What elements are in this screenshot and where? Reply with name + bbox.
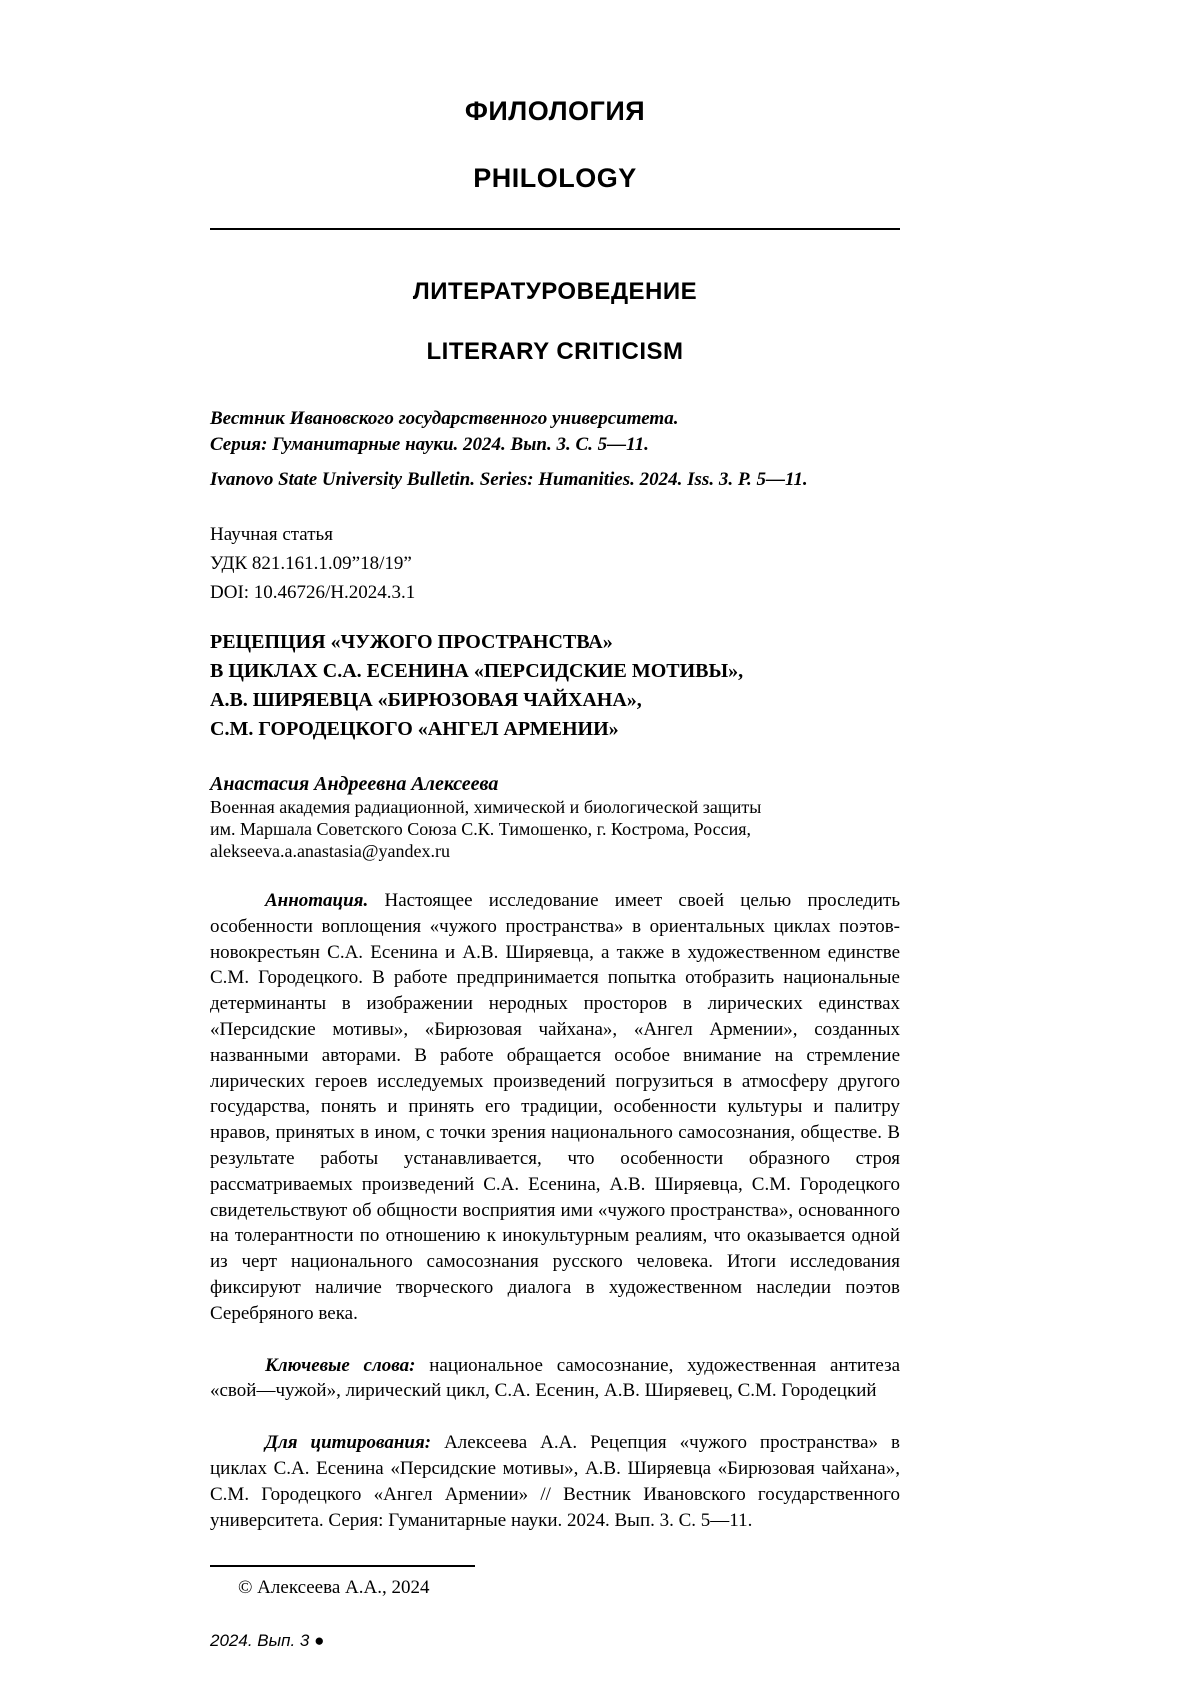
keywords-text: национальное самосознание, художественная антитеза «свой—чужой», лирический цикл, С.А. Есенин, А.В. Ширяевец, С.М. Городецкий xyxy=(210,1354,901,1402)
abstract-paragraph xyxy=(210,888,900,1327)
citation-text: Алексеева А.А. Рецепция «чужого пространства» в циклах С.А. Есенина «Персидские мотивы», А.В. Ширяевца «Бирюзовая чайхана», С.М. Городецкого «Ангел Армении» // Вестник Ивановского государственного университета. Серия: Гуманитарные науки. 2024. Вып. 3. С. 5—11. xyxy=(210,1432,900,1531)
journal-reference-block xyxy=(210,406,900,493)
abstract-label: Аннотация. xyxy=(265,890,369,911)
abstract-text: Настоящее исследование имеет своей целью проследить особенности воплощения «чужого пространства» в ориентальных циклах поэтов-новокрестьян С.А. Есенина и А.В. Ширяевца, а также в художественном единстве С.М. Городецкого. В работе предпринимается попытка отобразить национальные детерминанты в изображении неродных просторов в лирических единствах «Персидские мотивы», «Бирюзовая чайхана», «Ангел Армении», созданных названными авторами. В работе обращается особое внимание на стремление лирических героев исследуемых произведений погрузиться в атмосферу другого государства, понять и принять его традиции, особенности культуры и палитру нравов, принятых в ином, с точки зрения национального самосознания, обществе. В результате работы устанавливается, что особенности образного строя рассматриваемых произведений С.А. Есенина, А.В. Ширяевца, С.М. Городецкого свидетельствуют об общности восприятия ими «чужого пространства», основанного на толерантности по отношению к инокультурным реалиям, что оказывается одной из черт национального самосознания русского человека. Итоги исследования фиксируют наличие творческого диалога в художественном наследии поэтов Серебряного века. xyxy=(210,890,900,1324)
affiliation-line-2: им. Маршала Советского Союза С.К. Тимошенко, г. Кострома, Россия, xyxy=(210,819,751,839)
section-heading-en: PHILOLOGY xyxy=(473,163,637,193)
article-title xyxy=(210,628,900,744)
author-email: alekseeva.a.anastasia@yandex.ru xyxy=(210,841,450,861)
citation-label: Для цитирования: xyxy=(265,1432,432,1454)
section-heading-ru: ФИЛОЛОГИЯ xyxy=(464,96,646,126)
journal-ref-en-line: Ivanovo State University Bulletin. Series: Humanities. 2024. Iss. 3. P. 5—11. xyxy=(210,469,808,490)
page-footer-issue: 2024. Вып. 3 ● xyxy=(210,1631,325,1651)
article-title-line-2: В ЦИКЛАХ С.А. ЕСЕНИНА «ПЕРСИДСКИЕ МОТИВЫ», xyxy=(210,660,744,682)
header-divider-rule xyxy=(210,228,900,230)
keywords-label: Ключевые слова: xyxy=(265,1354,416,1376)
author-affiliation xyxy=(210,796,900,862)
subsection-heading-ru: ЛИТЕРАТУРОВЕДЕНИЕ xyxy=(412,278,698,305)
copyright-divider-rule xyxy=(210,1565,475,1567)
article-type: Научная статья xyxy=(210,524,333,545)
copyright-line: © Алексеева А.А., 2024 xyxy=(238,1577,430,1599)
article-title-line-4: С.М. ГОРОДЕЦКОГО «АНГЕЛ АРМЕНИИ» xyxy=(210,718,619,740)
keywords-paragraph xyxy=(210,1353,900,1405)
article-meta-block xyxy=(210,525,900,602)
affiliation-line-1: Военная академия радиационной, химической и биологической защиты xyxy=(210,797,762,817)
article-title-line-3: А.В. ШИРЯЕВЦА «БИРЮЗОВАЯ ЧАЙХАНА», xyxy=(210,689,642,711)
udc-code: УДК 821.161.1.09”18/19” xyxy=(210,553,412,574)
subsection-heading-en: LITERARY CRITICISM xyxy=(426,338,684,365)
doi-code: DOI: 10.46726/H.2024.3.1 xyxy=(210,582,416,603)
article-title-line-1: РЕЦЕПЦИЯ «ЧУЖОГО ПРОСТРАНСТВА» xyxy=(210,631,613,653)
author-name: Анастасия Андреевна Алексеева xyxy=(210,773,499,795)
journal-ref-ru-line1: Вестник Ивановского государственного университета. xyxy=(210,408,679,429)
citation-paragraph xyxy=(210,1430,900,1533)
journal-ref-ru-line2: Серия: Гуманитарные науки. 2024. Вып. 3. С. 5—11. xyxy=(210,434,649,455)
